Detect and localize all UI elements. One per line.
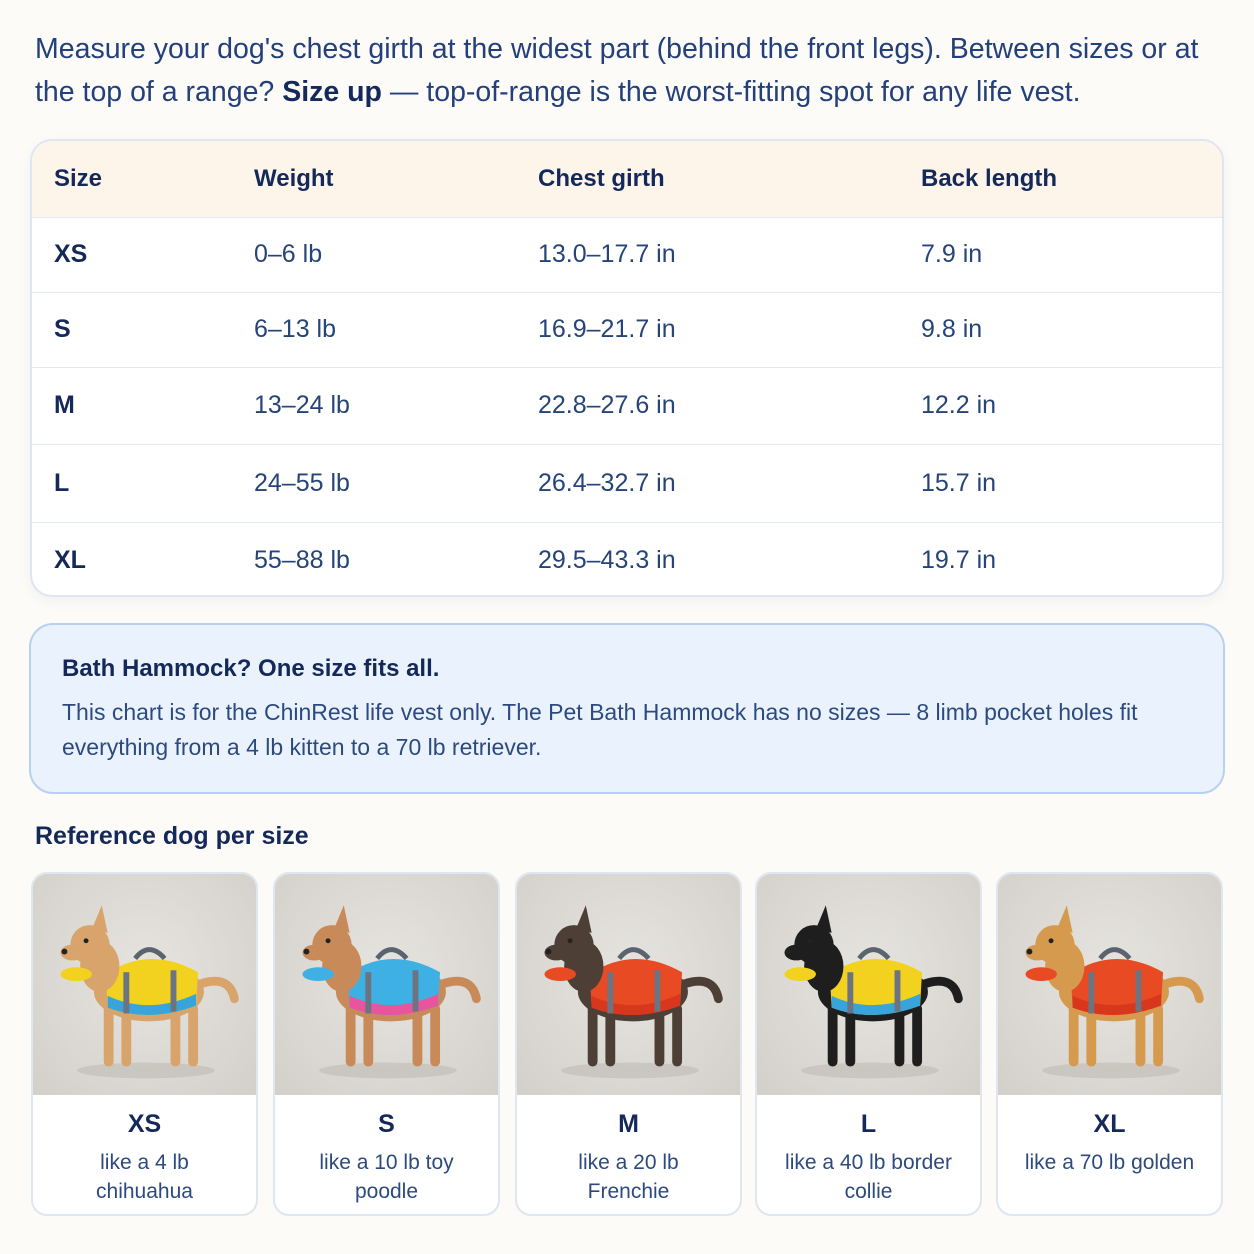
weight-cell: 0–6 lb — [254, 240, 323, 268]
card-description: like a 70 lb golden — [1024, 1151, 1195, 1174]
size-cell: L — [54, 468, 70, 497]
border-collie-photo — [757, 874, 980, 1095]
card-description: like a 40 lb border collie — [785, 1151, 952, 1203]
header-weight: Weight — [254, 164, 334, 192]
reference-card — [755, 872, 982, 1216]
table-row — [32, 217, 1222, 292]
intro-paragraph — [35, 28, 1225, 114]
header-back-length: Back length — [921, 164, 1058, 192]
weight-cell: 24–55 lb — [254, 468, 350, 497]
weight-cell: 6–13 lb — [254, 315, 337, 343]
chest-cell: 13.0–17.7 in — [538, 240, 676, 268]
reference-card — [996, 872, 1223, 1216]
table-row — [32, 444, 1222, 522]
size-cell: S — [54, 315, 71, 343]
reference-card — [273, 872, 500, 1216]
table-row — [32, 292, 1222, 367]
card-size: L — [860, 1110, 877, 1138]
card-size: M — [618, 1110, 639, 1138]
back-cell: 19.7 in — [921, 546, 997, 575]
table-header-row — [32, 141, 1222, 217]
back-cell: 9.8 in — [921, 315, 983, 343]
weight-cell: 55–88 lb — [254, 546, 350, 575]
size-cell: XL — [54, 546, 86, 575]
poodle-photo-illustration — [275, 874, 498, 1095]
golden-retriever-photo-illustration — [998, 874, 1221, 1095]
chihuahua-photo-illustration — [33, 874, 256, 1095]
back-cell: 7.9 in — [921, 240, 983, 268]
poodle-photo — [275, 874, 498, 1095]
intro-text-end: — top-of-range is the worst-fitting spot for any life vest. — [381, 76, 1081, 108]
table-row — [32, 522, 1222, 597]
back-cell: 15.7 in — [921, 468, 997, 497]
chest-cell: 29.5–43.3 in — [538, 546, 676, 575]
card-description: like a 20 lb Frenchie — [578, 1151, 679, 1203]
chest-cell: 22.8–27.6 in — [538, 391, 676, 419]
card-description: like a 10 lb toy poodle — [319, 1151, 454, 1203]
header-chest-girth: Chest girth — [538, 164, 665, 192]
card-size: XS — [127, 1110, 162, 1138]
note-title: Bath Hammock? One size fits all. — [62, 655, 440, 682]
chest-cell: 16.9–21.7 in — [538, 315, 676, 343]
golden-retriever-photo — [998, 874, 1221, 1095]
table-row — [32, 367, 1222, 444]
weight-cell: 13–24 lb — [254, 391, 350, 419]
chest-cell: 26.4–32.7 in — [538, 468, 676, 497]
frenchie-photo — [517, 874, 740, 1095]
back-cell: 12.2 in — [921, 391, 997, 419]
size-chart-table — [30, 139, 1224, 597]
border-collie-photo-illustration — [757, 874, 980, 1095]
intro-text: Measure your dog's chest girth at the widest part (behind the front legs). Between sizes or at the top of a range? — [35, 33, 1199, 108]
chihuahua-photo — [33, 874, 256, 1095]
frenchie-photo-illustration — [517, 874, 740, 1095]
reference-card — [515, 872, 742, 1216]
note-body: This chart is for the ChinRest life vest only. The Pet Bath Hammock has no sizes — 8 limb pocket holes fit everything from a 4 lb kitten to a 70 lb retriever. — [62, 699, 1138, 760]
header-size: Size — [54, 164, 103, 192]
bath-hammock-note — [29, 623, 1225, 794]
intro-emphasis: Size up — [282, 76, 382, 108]
card-size: S — [378, 1110, 395, 1138]
card-description: like a 4 lb chihuahua — [96, 1151, 193, 1203]
reference-card — [31, 872, 258, 1216]
size-cell: XS — [54, 240, 88, 268]
reference-heading: Reference dog per size — [35, 822, 309, 850]
size-cell: M — [54, 391, 75, 419]
card-size: XL — [1093, 1110, 1126, 1138]
